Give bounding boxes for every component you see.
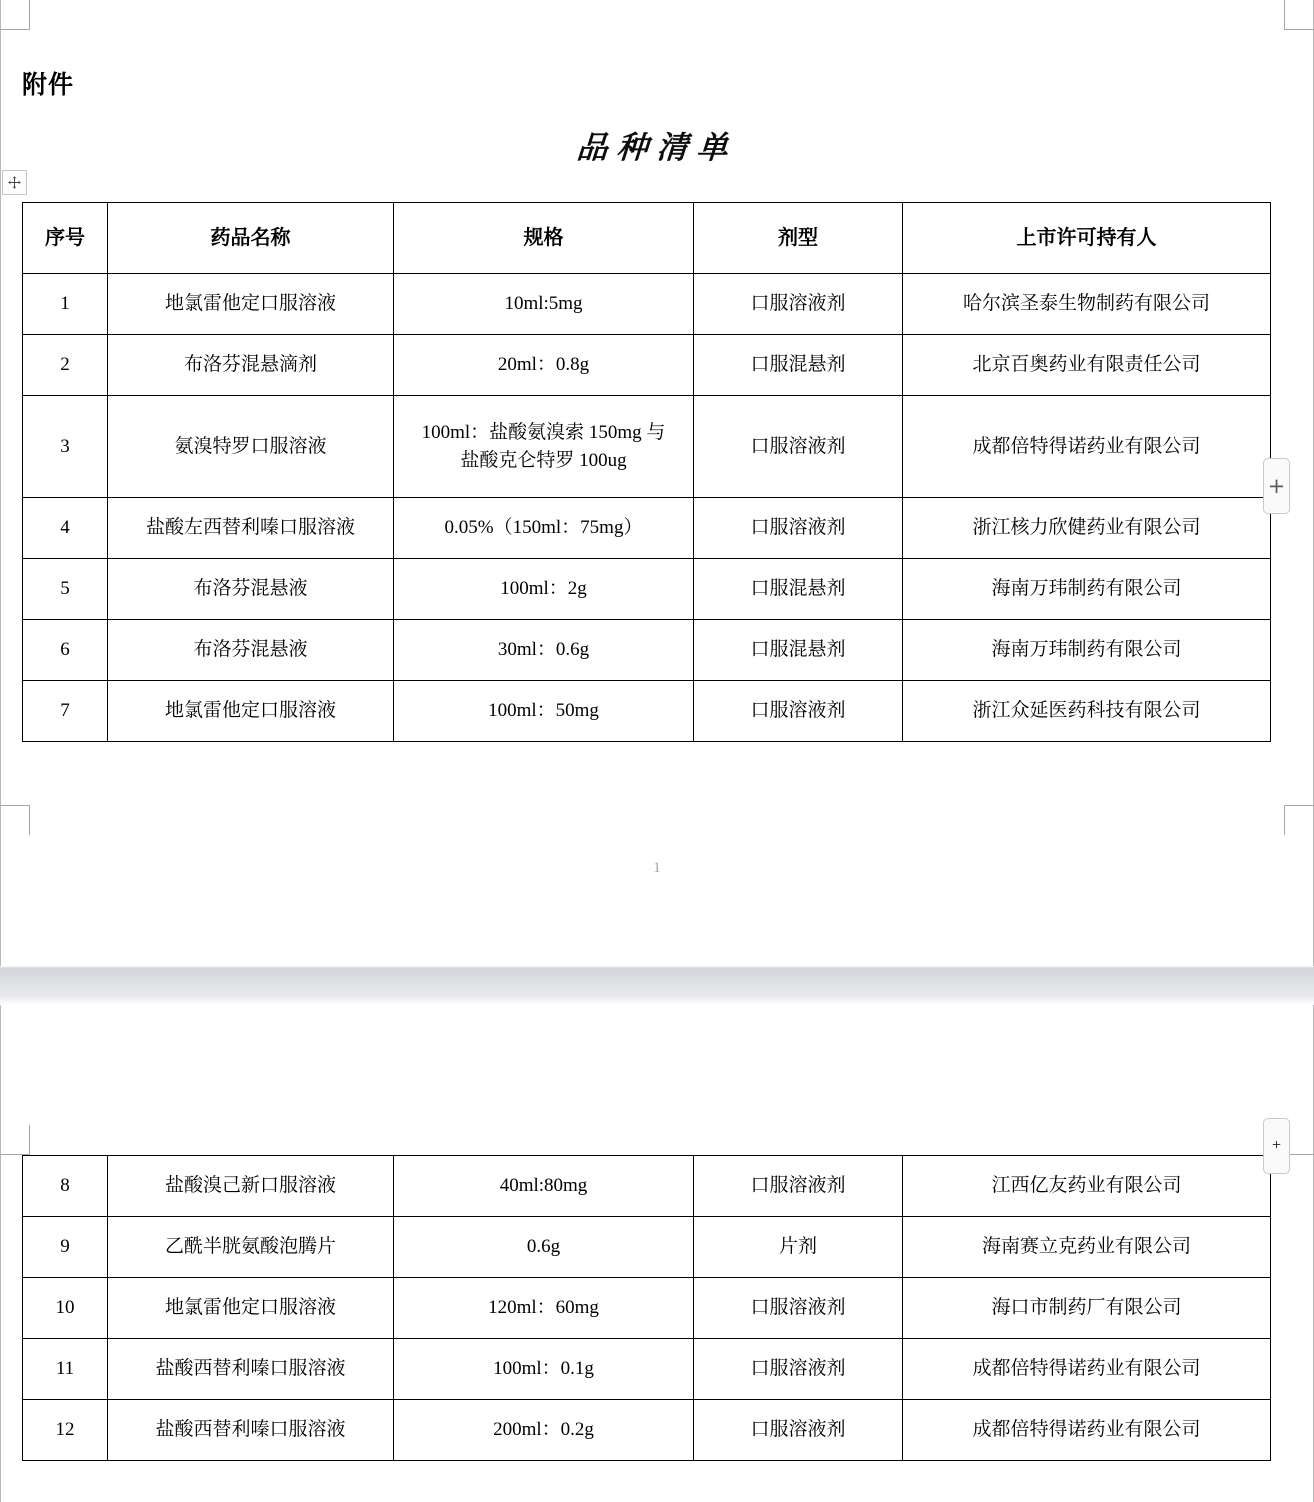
cell-holder[interactable]: 海南万玮制药有限公司	[903, 559, 1271, 620]
cell-name[interactable]: 盐酸左西替利嗪口服溶液	[108, 498, 394, 559]
cell-form[interactable]: 口服溶液剂	[694, 1400, 903, 1461]
plus-icon: +	[1267, 473, 1286, 498]
cell-form[interactable]: 口服溶液剂	[694, 1278, 903, 1339]
cell-spec[interactable]: 40ml:80mg	[394, 1156, 694, 1217]
cell-index[interactable]: 11	[23, 1339, 108, 1400]
cell-holder[interactable]: 成都倍特得诺药业有限公司	[903, 396, 1271, 498]
cell-spec[interactable]: 10ml:5mg	[394, 274, 694, 335]
cell-spec[interactable]: 100ml：50mg	[394, 681, 694, 742]
cell-holder[interactable]: 浙江众延医药科技有限公司	[903, 681, 1271, 742]
cell-index[interactable]: 5	[23, 559, 108, 620]
cell-holder[interactable]: 哈尔滨圣泰生物制药有限公司	[903, 274, 1271, 335]
cell-spec[interactable]: 100ml：0.1g	[394, 1339, 694, 1400]
cell-index[interactable]: 7	[23, 681, 108, 742]
page-break-gap	[0, 966, 1314, 1005]
crop-mark-bottom-right	[1284, 805, 1314, 835]
cell-index[interactable]: 6	[23, 620, 108, 681]
cell-name[interactable]: 氨溴特罗口服溶液	[108, 396, 394, 498]
cell-form[interactable]: 口服混悬剂	[694, 559, 903, 620]
cell-spec-line-1: 100ml：盐酸氨溴索 150mg 与	[421, 421, 666, 443]
table-row	[23, 335, 1271, 396]
table-row	[23, 620, 1271, 681]
table-row	[23, 1339, 1271, 1400]
plus-icon: +	[1271, 1137, 1282, 1154]
cell-holder[interactable]: 北京百奥药业有限责任公司	[903, 335, 1271, 396]
page-edge-left	[0, 1005, 1, 1502]
cell-form[interactable]: 口服溶液剂	[694, 498, 903, 559]
cell-spec[interactable]	[394, 396, 694, 498]
move-cross-arrows-icon	[7, 175, 22, 190]
crop-mark-bottom-left	[0, 805, 30, 835]
cell-index[interactable]: 2	[23, 335, 108, 396]
column-header-spec: 规格	[394, 203, 694, 274]
crop-mark-top-left	[0, 0, 30, 30]
cell-holder[interactable]: 江西亿友药业有限公司	[903, 1156, 1271, 1217]
insert-row-button[interactable]	[1263, 458, 1290, 514]
cell-index[interactable]: 4	[23, 498, 108, 559]
column-header-form: 剂型	[694, 203, 903, 274]
table-row	[23, 559, 1271, 620]
cell-name[interactable]: 布洛芬混悬滴剂	[108, 335, 394, 396]
table-row	[23, 1400, 1271, 1461]
cell-name[interactable]: 盐酸溴己新口服溶液	[108, 1156, 394, 1217]
cell-spec[interactable]: 200ml：0.2g	[394, 1400, 694, 1461]
cell-holder[interactable]: 海南万玮制药有限公司	[903, 620, 1271, 681]
cell-index[interactable]: 3	[23, 396, 108, 498]
cell-holder[interactable]: 成都倍特得诺药业有限公司	[903, 1339, 1271, 1400]
cell-name[interactable]: 布洛芬混悬液	[108, 559, 394, 620]
cell-form[interactable]: 口服混悬剂	[694, 335, 903, 396]
column-header-index: 序号	[23, 203, 108, 274]
move-table-handle[interactable]	[2, 170, 27, 195]
table-row	[23, 396, 1271, 498]
cell-spec-line-2: 盐酸克仑特罗 100ug	[460, 449, 627, 471]
table-row	[23, 1156, 1271, 1217]
variety-list-table-page-2	[22, 1155, 1271, 1461]
cell-index[interactable]: 9	[23, 1217, 108, 1278]
cell-index[interactable]: 10	[23, 1278, 108, 1339]
document-page-2	[0, 1005, 1314, 1502]
cell-name[interactable]: 盐酸西替利嗪口服溶液	[108, 1339, 394, 1400]
cell-name[interactable]: 盐酸西替利嗪口服溶液	[108, 1400, 394, 1461]
cell-holder[interactable]: 海口市制药厂有限公司	[903, 1278, 1271, 1339]
cell-form[interactable]: 口服溶液剂	[694, 396, 903, 498]
cell-form[interactable]: 口服混悬剂	[694, 620, 903, 681]
cell-index[interactable]: 1	[23, 274, 108, 335]
cell-form[interactable]: 口服溶液剂	[694, 681, 903, 742]
crop-mark-top-left	[0, 1125, 30, 1155]
attachment-label: 附件	[22, 70, 75, 99]
table-row	[23, 274, 1271, 335]
cell-name[interactable]: 地氯雷他定口服溶液	[108, 274, 394, 335]
cell-holder[interactable]: 成都倍特得诺药业有限公司	[903, 1400, 1271, 1461]
cell-name[interactable]: 布洛芬混悬液	[108, 620, 394, 681]
cell-spec[interactable]: 30ml：0.6g	[394, 620, 694, 681]
cell-index[interactable]: 12	[23, 1400, 108, 1461]
cell-spec[interactable]: 120ml：60mg	[394, 1278, 694, 1339]
cell-name[interactable]: 地氯雷他定口服溶液	[108, 681, 394, 742]
column-header-holder: 上市许可持有人	[903, 203, 1271, 274]
table-header-row	[23, 203, 1271, 274]
insert-row-button-page-2[interactable]	[1263, 1118, 1290, 1174]
crop-mark-top-right	[1284, 0, 1314, 30]
cell-spec[interactable]: 0.6g	[394, 1217, 694, 1278]
cell-spec[interactable]: 100ml：2g	[394, 559, 694, 620]
variety-list-table-page-1	[22, 202, 1271, 742]
page-number: 1	[653, 860, 661, 876]
table-row	[23, 681, 1271, 742]
cell-name[interactable]: 地氯雷他定口服溶液	[108, 1278, 394, 1339]
cell-form[interactable]: 口服溶液剂	[694, 274, 903, 335]
table-row	[23, 1217, 1271, 1278]
cell-name[interactable]: 乙酰半胱氨酸泡腾片	[108, 1217, 394, 1278]
cell-form[interactable]: 口服溶液剂	[694, 1156, 903, 1217]
cell-form[interactable]: 片剂	[694, 1217, 903, 1278]
cell-holder[interactable]: 浙江核力欣健药业有限公司	[903, 498, 1271, 559]
cell-index[interactable]: 8	[23, 1156, 108, 1217]
cell-holder[interactable]: 海南赛立克药业有限公司	[903, 1217, 1271, 1278]
cell-form[interactable]: 口服溶液剂	[694, 1339, 903, 1400]
cell-spec[interactable]: 20ml：0.8g	[394, 335, 694, 396]
table-row	[23, 498, 1271, 559]
cell-spec[interactable]: 0.05%（150ml：75mg）	[394, 498, 694, 559]
page-title: 品种清单	[575, 130, 739, 166]
table-row	[23, 1278, 1271, 1339]
column-header-name: 药品名称	[108, 203, 394, 274]
